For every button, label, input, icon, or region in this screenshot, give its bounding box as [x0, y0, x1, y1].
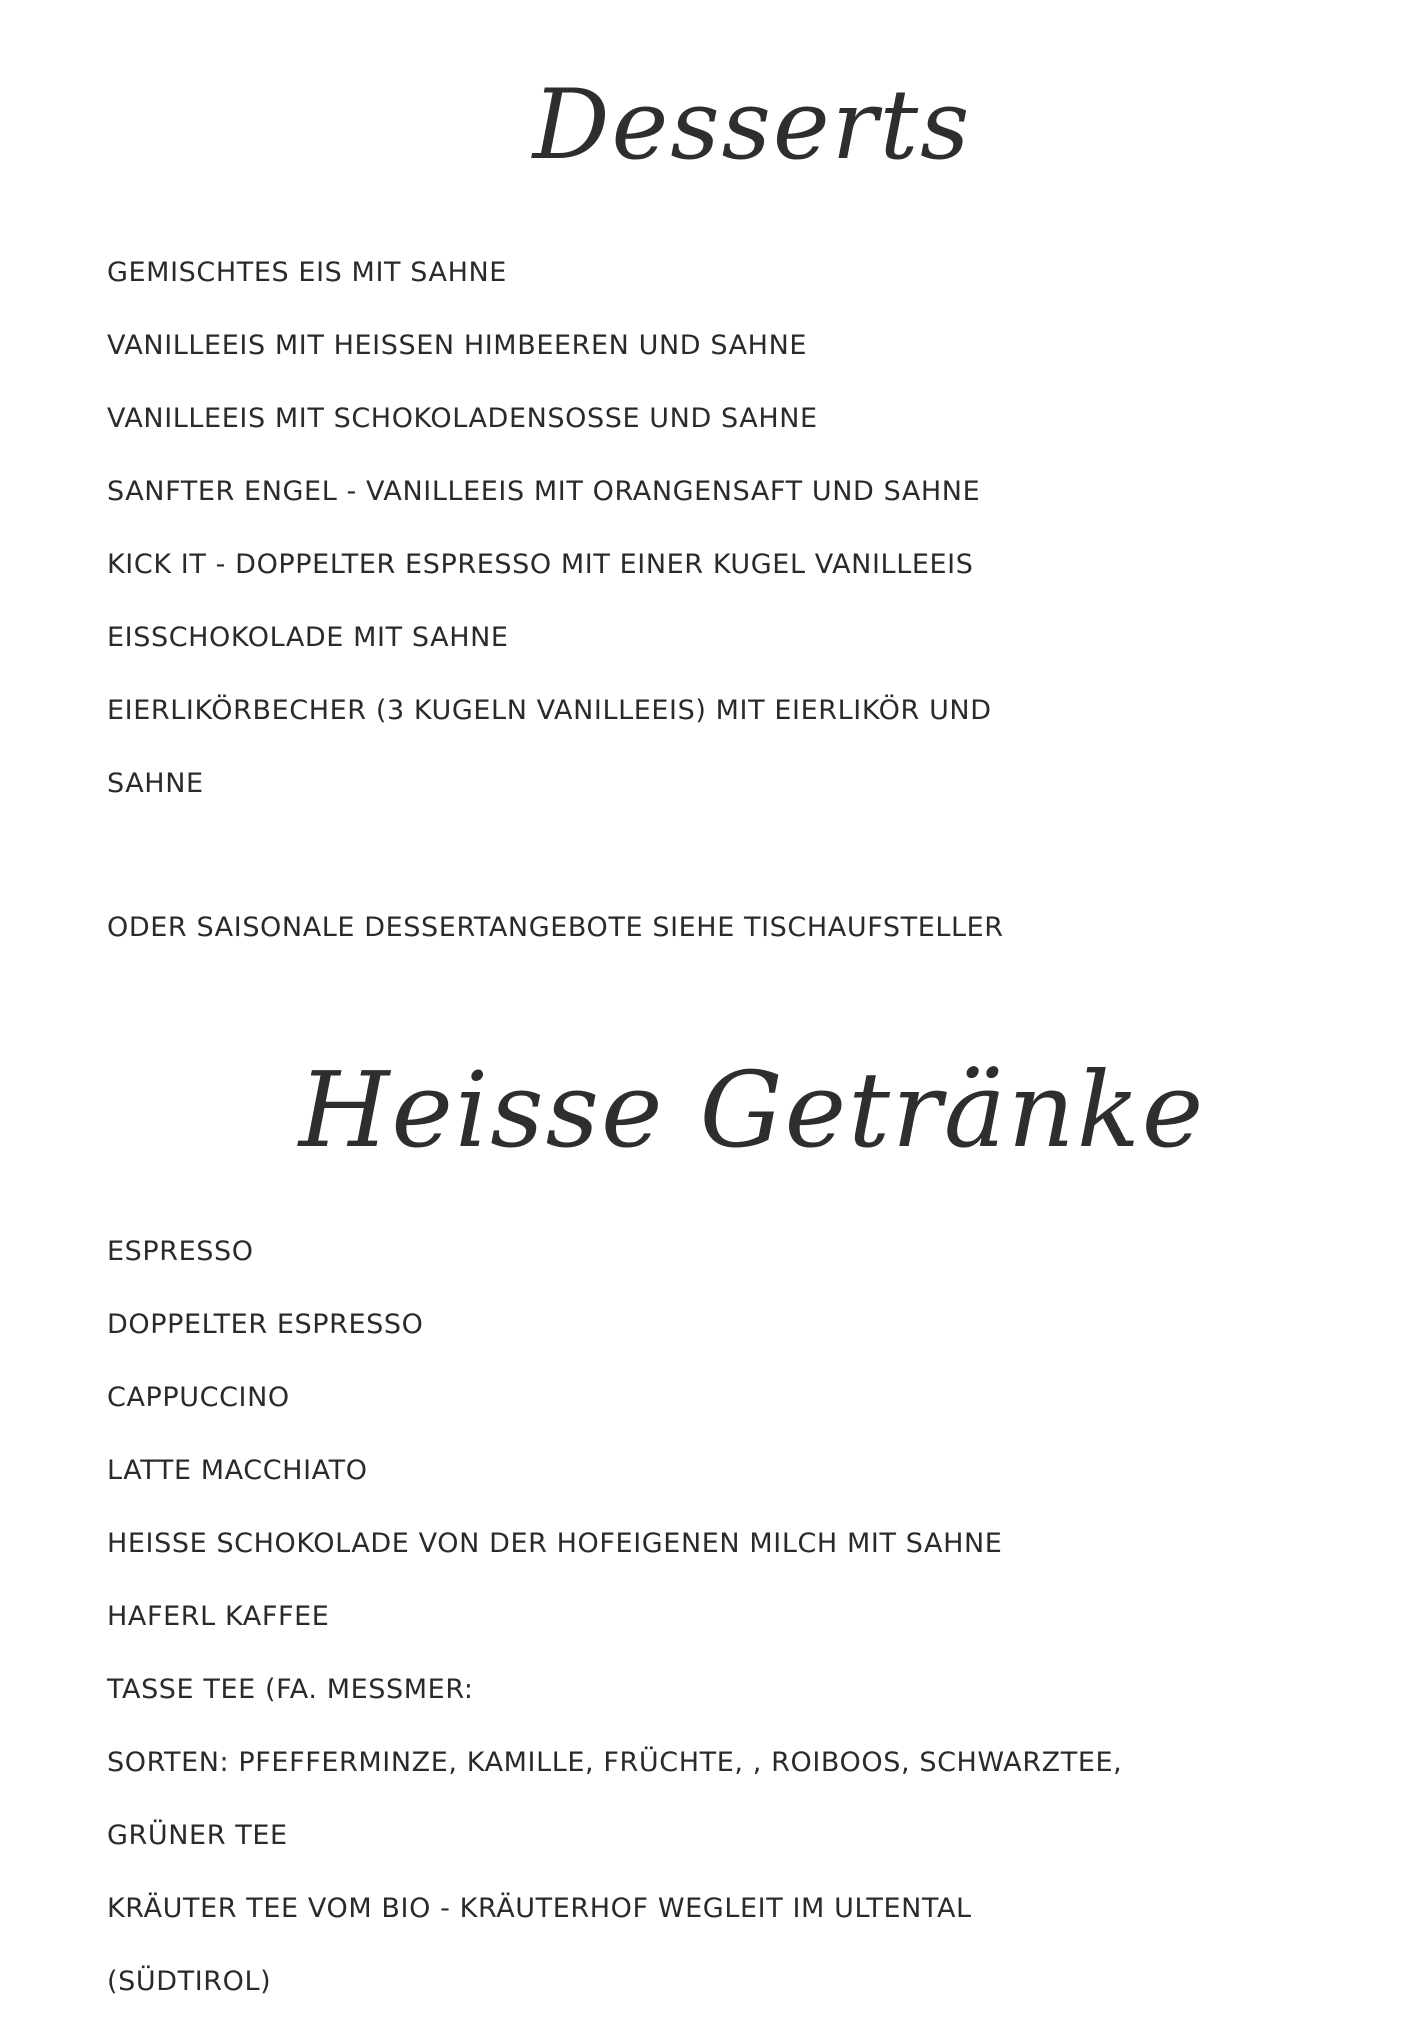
- list-item: (SÜDTIROL): [107, 1966, 272, 1997]
- list-item: EIERLIKÖRBECHER (3 KUGELN VANILLEEIS) MIT EIERLIKÖR UND: [107, 695, 992, 726]
- list-item: TASSE TEE (FA. MESSMER:: [107, 1674, 474, 1705]
- list-item: DOPPELTER ESPRESSO: [107, 1309, 424, 1340]
- list-item: CAPPUCCINO: [107, 1382, 290, 1413]
- list-item: LATTE MACCHIATO: [107, 1455, 368, 1486]
- list-item: HAFERL KAFFEE: [107, 1601, 330, 1632]
- list-item: VANILLEEIS MIT SCHOKOLADENSOSSE UND SAHNE: [107, 403, 818, 434]
- list-item: SAHNE: [107, 768, 204, 799]
- list-item: GEMISCHTES EIS MIT SAHNE: [107, 257, 507, 288]
- list-item: SORTEN: PFEFFERMINZE, KAMILLE, FRÜCHTE, , ROIBOOS, SCHWARZTEE,: [107, 1747, 1123, 1778]
- desserts-list: [107, 253, 992, 837]
- hot-drinks-title: Heisse Getränke: [298, 1049, 1206, 1171]
- list-item: KICK IT - DOPPELTER ESPRESSO MIT EINER KUGEL VANILLEEIS: [107, 549, 974, 580]
- list-item: KRÄUTER TEE VOM BIO - KRÄUTERHOF WEGLEIT IM ULTENTAL: [107, 1893, 972, 1924]
- hot-drinks-list: [107, 1232, 1122, 2035]
- list-item: VANILLEEIS MIT HEISSEN HIMBEEREN UND SAHNE: [107, 330, 808, 361]
- list-item: EISSCHOKOLADE MIT SAHNE: [107, 622, 509, 653]
- desserts-note: ODER SAISONALE DESSERTANGEBOTE SIEHE TISCHAUFSTELLER: [107, 912, 1004, 943]
- list-item: HEISSE SCHOKOLADE VON DER HOFEIGENEN MILCH MIT SAHNE: [107, 1528, 1003, 1559]
- list-item: SANFTER ENGEL - VANILLEEIS MIT ORANGENSAFT UND SAHNE: [107, 476, 981, 507]
- list-item: GRÜNER TEE: [107, 1820, 288, 1851]
- desserts-title: Desserts: [532, 69, 972, 181]
- list-item: ESPRESSO: [107, 1236, 254, 1267]
